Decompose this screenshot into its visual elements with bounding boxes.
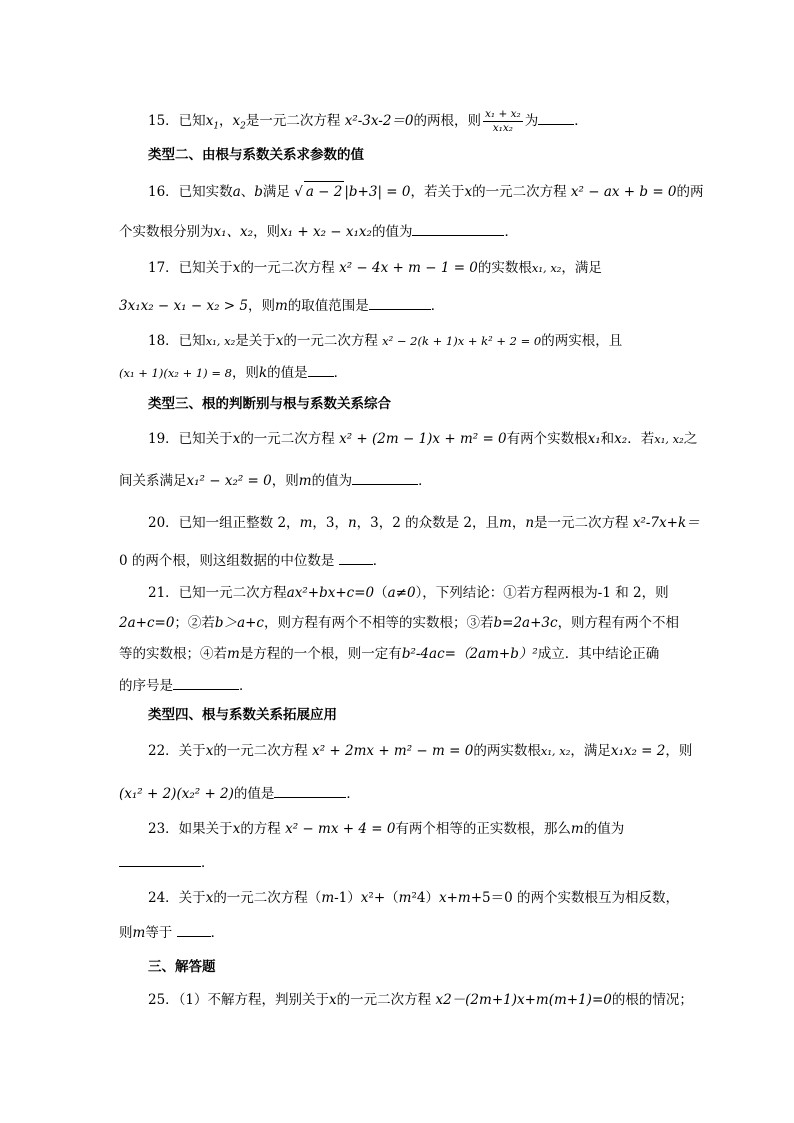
- text: ，: [511, 515, 526, 531]
- text: 的根的情况；: [611, 992, 693, 1008]
- answer-blank[interactable]: [177, 922, 211, 937]
- problem-19-line1: [148, 429, 697, 449]
- problem-17-line2: [119, 295, 444, 316]
- roots: x₁, x₂: [654, 432, 684, 446]
- text: -1）: [334, 890, 361, 906]
- text: 有两个相等的正实数根，那么: [395, 821, 571, 837]
- text: 的值是: [267, 365, 308, 381]
- problem-22-line2: [119, 783, 360, 804]
- math: 2a+c=0: [119, 615, 175, 631]
- text: 满足: [262, 184, 290, 200]
- text: ．: [239, 678, 253, 694]
- problem-21-line4: [119, 675, 253, 696]
- math: x: [205, 890, 214, 906]
- math: b: [254, 184, 263, 200]
- text: ，3，: [312, 515, 348, 531]
- text: ，则: [665, 743, 693, 759]
- text: ．: [504, 224, 518, 240]
- answer-blank[interactable]: [173, 675, 239, 690]
- text: 0 的两个根，则这组数据的中位数是: [119, 553, 335, 569]
- text: 为: [524, 113, 539, 129]
- math: n: [525, 515, 535, 531]
- problem-23-line2: [119, 852, 215, 873]
- text: 是一元二次方程: [534, 515, 629, 531]
- math: n: [347, 515, 357, 531]
- text: 是一元二次方程: [245, 113, 341, 129]
- text: 的一元二次方程: [213, 743, 308, 759]
- text: 的两实数根: [473, 743, 541, 759]
- text: ．: [201, 855, 215, 871]
- text: 的两: [676, 184, 704, 200]
- text: 是方程的一个根，则一定有: [239, 646, 402, 662]
- text: ，则: [271, 473, 299, 489]
- math: x: [464, 184, 473, 200]
- text: 之: [683, 431, 698, 447]
- condition: x₁² − x₂² = 0: [186, 473, 272, 489]
- condition: |b+3| = 0: [344, 184, 411, 200]
- math: （2am+b）²: [455, 646, 538, 662]
- problem-18-line1: [148, 331, 622, 351]
- sqrt-radicand: a − 2: [304, 181, 345, 202]
- problem-25-line1: [148, 990, 693, 1010]
- text: ²4）: [411, 890, 439, 906]
- math: m: [132, 925, 146, 941]
- text: 22．关于: [148, 743, 206, 759]
- text: ，3，2 的众数是 2，且: [356, 515, 500, 531]
- fraction-denominator: x₁x₂: [492, 122, 513, 134]
- text: 15．已知: [148, 113, 206, 129]
- equation: x²-7x+k＝: [632, 515, 700, 531]
- equation: x²-3x-2＝0: [344, 113, 414, 129]
- text: ），下列结论：①若方程两根为-1 和 2，则: [415, 585, 669, 601]
- section-heading-type3: 类型三、根的判断别与根与系数关系综合: [148, 396, 391, 412]
- text: ．: [574, 113, 588, 129]
- equation: x2－(2m+1)x+m(m+1)=0: [435, 992, 612, 1008]
- text: 的一元二次方程（: [213, 890, 322, 906]
- problem-20-line1: [148, 513, 700, 533]
- text: +5＝0 的两个实数根互为相反数，: [470, 890, 679, 906]
- text: 、: [240, 184, 255, 200]
- math: x: [232, 260, 241, 276]
- text: 等的实数根；④若: [119, 646, 227, 662]
- roots: x₁, x₂: [540, 744, 571, 758]
- text: ²+（: [368, 890, 399, 906]
- math: 2: [240, 121, 246, 132]
- math: x: [275, 333, 284, 349]
- text: 的取值范围是: [287, 298, 369, 314]
- text: 和: [600, 431, 615, 447]
- text: 的方程: [240, 821, 281, 837]
- text: ．: [430, 298, 445, 314]
- math: k: [258, 365, 268, 381]
- problem-24-line1: [148, 888, 679, 908]
- equation: x² − ax + b = 0: [570, 184, 677, 200]
- math: 1: [213, 121, 220, 132]
- text: ，则: [247, 298, 275, 314]
- text: ．: [333, 365, 348, 381]
- equation: x² + 2mx + m² − m = 0: [312, 743, 474, 759]
- text: 的两根，则: [413, 113, 481, 129]
- math: x: [232, 431, 241, 447]
- text: ，: [219, 113, 233, 129]
- math: x: [438, 890, 447, 906]
- section-heading-type2: 类型二、由根与系数关系求参数的值: [148, 147, 364, 163]
- text: 的一元二次方程: [240, 260, 335, 276]
- equation: x² + (2m − 1)x + m² = 0: [339, 431, 507, 447]
- problem-17-line1: [148, 258, 602, 278]
- answer-blank[interactable]: [352, 470, 418, 485]
- text: 的值为: [371, 224, 413, 240]
- math: x: [360, 890, 369, 906]
- answer-blank[interactable]: [369, 295, 431, 310]
- problem-22-line1: [148, 741, 692, 761]
- text: 23．如果关于: [148, 821, 233, 837]
- text: ，则: [231, 365, 259, 381]
- math: m: [299, 515, 313, 531]
- roots: x₁, x₂: [531, 261, 562, 275]
- problem-18-line2: [119, 362, 347, 383]
- problem-16-line1: [148, 181, 704, 202]
- problem-16-line2: [119, 221, 518, 242]
- math: b＞a+c: [214, 615, 264, 631]
- text: 的一元二次方程: [336, 992, 432, 1008]
- text: 24．关于: [148, 890, 206, 906]
- text: 16．已知实数: [148, 184, 233, 200]
- answer-blank[interactable]: [308, 362, 334, 377]
- answer-blank[interactable]: [339, 550, 373, 565]
- roots: x₁, x₂: [205, 334, 236, 348]
- text: ，满足: [570, 743, 611, 759]
- text: 21．已知一元二次方程: [148, 585, 287, 601]
- text: 20．已知一组正整数 2，: [148, 515, 300, 531]
- text: ；②若: [174, 615, 215, 631]
- expression: (x₁² + 2)(x₂² + 2): [119, 786, 234, 802]
- text: 的值为: [311, 473, 353, 489]
- text: 是关于: [235, 333, 276, 349]
- text: 则: [119, 925, 133, 941]
- text: 的实数根: [477, 260, 532, 276]
- equation: x² − 2(k + 1)x + k² + 2 = 0: [382, 334, 542, 348]
- condition: 3x₁x₂ − x₁ − x₂ > 5: [119, 298, 248, 314]
- answer-blank[interactable]: [412, 221, 504, 236]
- problem-21-line1: [148, 583, 669, 603]
- expression: x₁ + x₂ − x₁x₂: [280, 224, 372, 240]
- text: 的一元二次方程: [283, 333, 378, 349]
- text: ．: [346, 786, 360, 802]
- text: 18．已知: [148, 333, 206, 349]
- math: m: [570, 821, 584, 837]
- math: a≠0: [387, 585, 416, 601]
- fraction: [483, 108, 523, 135]
- equation: x² − 4x + m − 1 = 0: [339, 260, 478, 276]
- math: m: [298, 473, 312, 489]
- text: 个实数根分别为: [119, 224, 214, 240]
- text: 的序号是: [119, 678, 173, 694]
- text: 的一元二次方程: [472, 184, 567, 200]
- math: x₁、x₂: [213, 224, 254, 240]
- math: b=2a+3c: [493, 615, 558, 631]
- condition: x₁x₂ = 2: [610, 743, 666, 759]
- problem-20-line2: [119, 550, 386, 571]
- problem-24-line2: [119, 922, 224, 943]
- section-heading-answers: 三、解答题: [148, 959, 216, 975]
- math: m: [227, 646, 240, 662]
- equation: x² − mx + 4 = 0: [285, 821, 396, 837]
- text: 的值是: [233, 786, 275, 802]
- text: +: [446, 890, 458, 906]
- text: 有两个实数根: [506, 431, 588, 447]
- problem-19-line2: [119, 470, 432, 491]
- problem-23-line1: [148, 819, 624, 839]
- math: m: [274, 298, 288, 314]
- math: x: [205, 743, 214, 759]
- math: x₂: [614, 431, 628, 447]
- math: m: [499, 515, 512, 531]
- answer-blank[interactable]: [119, 852, 201, 867]
- problem-21-line3: [119, 644, 659, 664]
- answer-blank[interactable]: [538, 110, 574, 125]
- equation: ax²+bx+c=0: [286, 585, 375, 601]
- math: m: [457, 890, 471, 906]
- math: m: [398, 890, 412, 906]
- section-heading-type4: 类型四、根与系数关系拓展应用: [148, 707, 337, 723]
- text: 间关系满足: [119, 473, 187, 489]
- text: 的两实根，且: [541, 333, 623, 349]
- text: ，若关于: [410, 184, 465, 200]
- text: ．: [418, 473, 432, 489]
- text: ．: [372, 553, 387, 569]
- text: 的一元二次方程: [240, 431, 335, 447]
- text: ．: [210, 925, 225, 941]
- text: ．若: [627, 431, 655, 447]
- text: 25．（1）不解方程，判别关于: [148, 992, 330, 1008]
- sqrt-sign: √: [294, 184, 303, 200]
- condition: (x₁ + 1)(x₂ + 1) = 8: [119, 366, 232, 380]
- text: 19．已知关于: [148, 431, 233, 447]
- math: x: [205, 113, 214, 129]
- text: （: [374, 585, 388, 601]
- text: ，则方程有两个不相等的实数根；③若: [264, 615, 494, 631]
- text: ，满足: [561, 260, 602, 276]
- math: x₁: [587, 431, 601, 447]
- problem-21-line2: [119, 613, 679, 633]
- math: a: [232, 184, 241, 200]
- fraction-numerator: x₁ + x₂: [485, 108, 521, 120]
- text: 等于: [145, 925, 173, 941]
- math: x: [329, 992, 337, 1008]
- text: ，则: [253, 224, 281, 240]
- text: 的值为: [583, 821, 625, 837]
- math: x: [232, 821, 241, 837]
- math: b²-4ac=: [401, 646, 456, 662]
- math: m: [321, 890, 335, 906]
- problem-15: [148, 108, 588, 137]
- text: 17．已知关于: [148, 260, 233, 276]
- text: 成立．其中结论正确: [537, 646, 660, 662]
- text: ，则方程有两个不相: [557, 615, 680, 631]
- math: x: [232, 113, 241, 129]
- answer-blank[interactable]: [274, 783, 346, 798]
